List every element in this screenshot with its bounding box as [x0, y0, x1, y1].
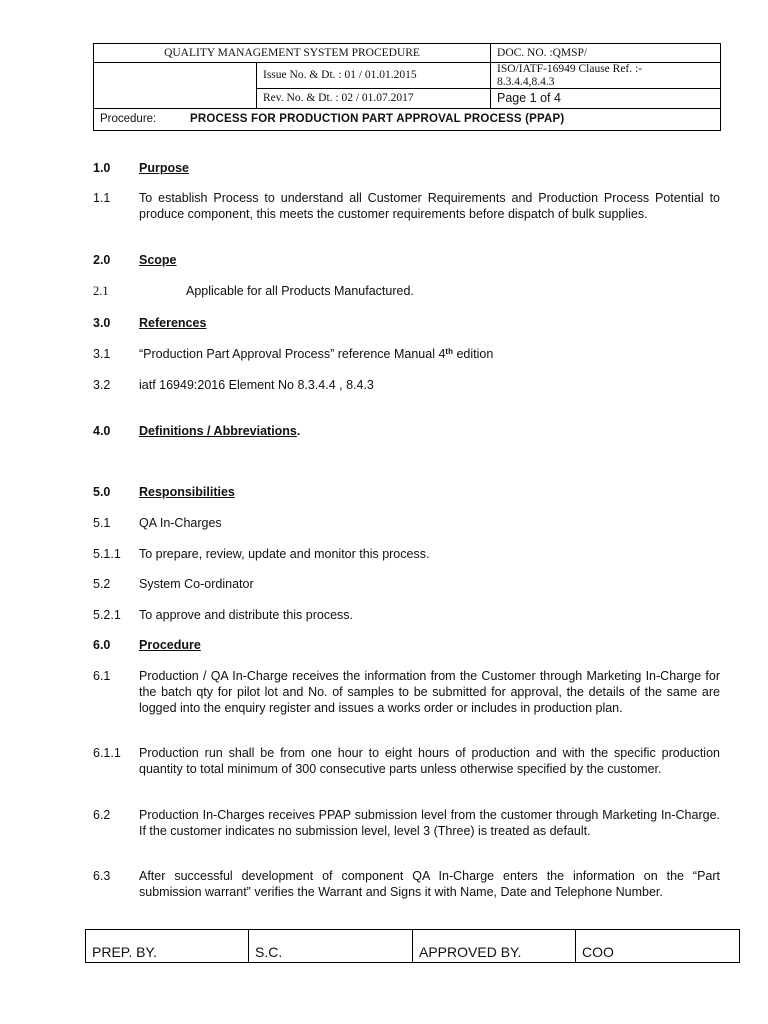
clause-6-3: 6.3 After successful development of component QA In-Charge enters the information on the “Part submission warrant” verifies the Warrant and Signs it with Name, Date and Telephone Number.	[93, 869, 720, 899]
section-title: Scope	[139, 253, 177, 267]
procedure-title: PROCESS FOR PRODUCTION PART APPROVAL PROCESS (PPAP)	[190, 113, 565, 126]
section-scope: 2.0 Scope	[93, 253, 177, 267]
procedure-row	[94, 109, 721, 131]
section-title: Definitions / Abbreviations	[139, 424, 297, 438]
section-definitions: 4.0 Definitions / Abbreviations.	[93, 424, 301, 438]
section-title: Responsibilities	[139, 485, 235, 499]
section-title: Procedure	[139, 638, 201, 652]
approved-by-cell: APPROVED BY.	[413, 930, 576, 963]
doc-number: DOC. NO. :QMSP/	[491, 44, 721, 63]
clause-5-1-1: 5.1.1 To prepare, review, update and monitor this process.	[93, 547, 430, 561]
section-purpose: 1.0 Purpose	[93, 161, 190, 175]
coo-cell: COO	[576, 930, 740, 963]
signature-footer-table	[85, 929, 740, 963]
section-title: References	[139, 316, 207, 330]
sc-cell: S.C.	[249, 930, 413, 963]
logo-cell	[94, 63, 257, 109]
section-procedure: 6.0 Procedure	[93, 638, 201, 652]
section-title: Purpose	[139, 161, 190, 175]
page-number: Page 1 of 4	[491, 89, 721, 109]
clause-5-1: 5.1 QA In-Charges	[93, 516, 222, 530]
clause-3-1: 3.1 “Production Part Approval Process” reference Manual 4th edition	[93, 347, 494, 361]
issue-number: Issue No. & Dt. : 01 / 01.01.2015	[257, 63, 491, 89]
clause-6-1: 6.1 Production / QA In-Charge receives the information from the Customer through Marketing In-Charge for the batch qty for pilot lot and No. of samples to be submitted for approval, the details of the same are logged into the enquiry register and issues a works order or includes in production plan.	[93, 669, 720, 715]
system-title: QUALITY MANAGEMENT SYSTEM PROCEDURE	[94, 44, 491, 63]
procedure-label: Procedure:	[100, 113, 157, 126]
clause-6-1-1: 6.1.1 Production run shall be from one hour to eight hours of production and with the specific production quantity to total minimum of 300 consecutive parts unless otherwise specified by the customer.	[93, 746, 720, 776]
clause-5-2: 5.2 System Co-ordinator	[93, 577, 254, 591]
clause-5-2-1: 5.2.1 To approve and distribute this process.	[93, 608, 354, 622]
section-references: 3.0 References	[93, 316, 207, 330]
clause-6-2: 6.2 Production In-Charges receives PPAP submission level from the customer through Marketing In-Charge. If the customer indicates no submission level, level 3 (Three) is treated as default.	[93, 808, 720, 838]
revision-number: Rev. No. & Dt. : 02 / 01.07.2017	[257, 89, 491, 109]
clause-3-2: 3.2 iatf 16949:2016 Element No 8.3.4.4 , 8.4.3	[93, 378, 374, 392]
section-responsibilities: 5.0 Responsibilities	[93, 485, 235, 499]
clause-2-1: 2.1 Applicable for all Products Manufactured.	[93, 284, 414, 298]
document-header-table	[93, 43, 721, 131]
iso-clause-ref: ISO/IATF-16949 Clause Ref. :- 8.3.4.4,8.4.3	[491, 63, 721, 89]
prepared-by-cell: PREP. BY.	[86, 930, 249, 963]
clause-1-1: 1.1 To establish Process to understand all Customer Requirements and Production Process Potential to produce component, this meets the customer requirements before dispatch of bulk supplies.	[93, 191, 720, 221]
